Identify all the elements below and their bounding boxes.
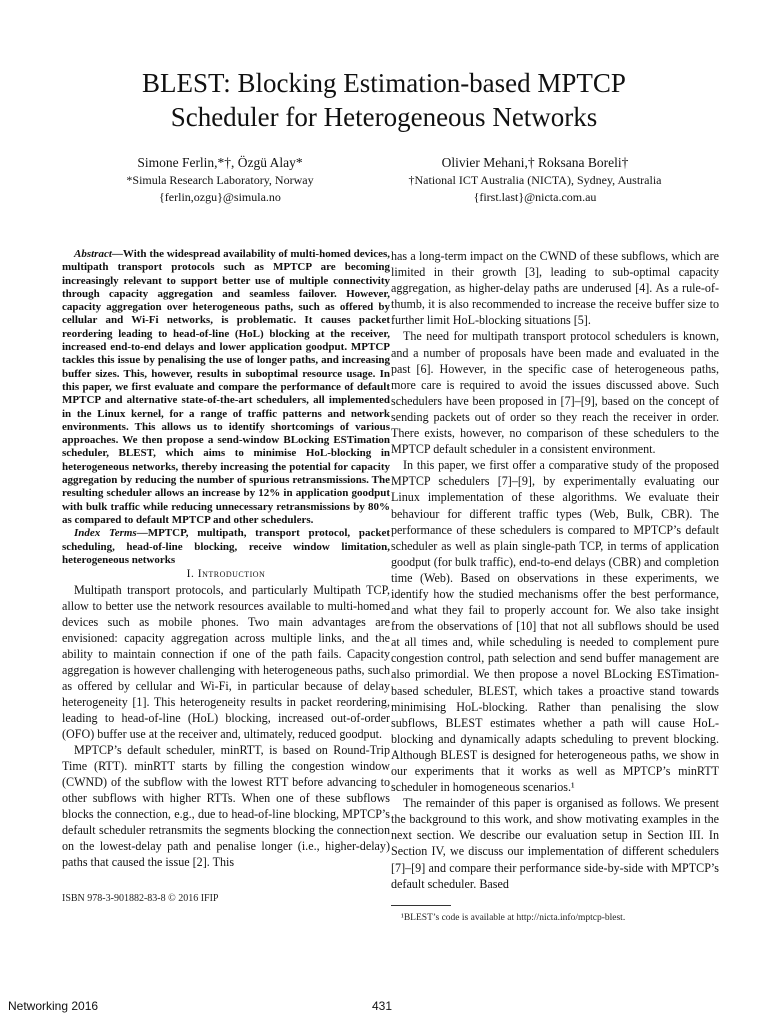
- paragraph: In this paper, we first offer a comparative study of the proposed MPTCP schedulers [7]–[9], by experimentally evaluating our Linux implementation of these algorithms. We evaluate their behaviour for different traffic types (Web, Bulk, CBR). The performance of these schedulers is compared to MPTCP’s default scheduler as well as plain single-path TCP, in terms of application goodput (for bulk traffic), end-to-end delays (CBR) and completion time (Web). Based on observations in these experiments, we identify how the studied mechanisms offer the best performance, and what they fail to properly account for. We also take insight from the observations of [10] that not all subflows should be used at all times and, while scheduling is needed to complement pure congestion control, path selection and send buffer management are also primordial. We then propose a novel BLocking ESTimation-based scheduler, BLEST, which takes a proactive stand towards minimising HoL-blocking. Rather than penalising the slow subflows, BLEST estimates whether a path will cause HoL-blocking and dynamically adapts scheduling to prevent blocking. Although BLEST is designed for heterogeneous paths, we show in our experiments that it works as well as MPTCP’s minRTT scheduler in homogeneous scenarios.¹: [391, 458, 719, 795]
- page-number: 431: [372, 999, 393, 1013]
- email-left: {ferlin,ozgu}@simula.no: [159, 190, 281, 204]
- paragraph: has a long-term impact on the CWND of these subflows, which are limited in their growth [3], leading to sub-optimal capacity aggregation, as higher-delay paths are underused [4]. As a rule-of-thumb, it is also recommended to increase the receive buffer size to further limit HoL-blocking situations [5].: [391, 249, 719, 328]
- isbn-line: ISBN 978-3-901882-83-8 © 2016 IFIP: [62, 893, 219, 904]
- author-block: [0, 153, 768, 213]
- right-column: [391, 248, 719, 892]
- author-group-right: [370, 153, 700, 206]
- author-names-left: Simone Ferlin,*†, Özgü Alay*: [137, 155, 303, 170]
- index-terms-text: —MPTCP, multipath, transport protocol, packet scheduling, head-of-line blocking, receive window limitation, heterogeneous networks: [62, 527, 390, 566]
- email-right: {first.last}@nicta.com.au: [473, 190, 597, 204]
- paragraph: MPTCP’s default scheduler, minRTT, is based on Round-Trip Time (RTT). minRTT starts by filling the congestion window (CWND) of the subflow with the lowest RTT before advancing to other subflows with higher RTTs. When one of these subflows blocks the connection, e.g., due to head-of-line blocking, MPTCP’s default scheduler retransmits the segments blocking the connection on the lowest-delay path and penalise longer (i.e., higher-delay) paths that caused the issue [2]. This: [62, 743, 390, 870]
- paragraph: Multipath transport protocols, and particularly Multipath TCP, allow to better use the network resources available to multi-homed devices such as mobile phones. Two main advantages are envisioned: capacity aggregation across multiple links, and the ability to maintain connection if one of the path fails. Capacity aggregation is however challenging with heterogeneous paths, such as offered by cellular and Wi-Fi, in particular because of delay heterogeneity [1]. This heterogeneity results in packet reordering, leading to head-of-line (HoL) blocking, increased out-of-order (OFO) buffer use at the receiver and, ultimately, reduced goodput.: [62, 583, 390, 742]
- paragraph: The need for multipath transport protocol schedulers is known, and a number of proposals have been made and evaluated in the past [6]. However, in the specific case of heterogeneous paths, more care is required to avoid the issues discussed above. Such schedulers have been proposed in [7]–[9], based on the concept of sending packets out of order so they reach the receiver in order. There exists, however, no comparison of these schedulers to the MPTCP default scheduler in a consistent environment.: [391, 329, 719, 457]
- index-terms-lead: Index Terms: [74, 527, 137, 540]
- author-names-right: Olivier Mehani,† Roksana Boreli†: [441, 155, 629, 170]
- index-terms: [62, 527, 390, 567]
- paper-title: [60, 66, 708, 134]
- venue-label: Networking 2016: [8, 999, 99, 1013]
- affiliation-left: *Simula Research Laboratory, Norway: [126, 173, 314, 187]
- abstract: [62, 248, 390, 527]
- left-column: [62, 248, 390, 870]
- section-heading-introduction: I. Introduction: [186, 568, 266, 581]
- abstract-lead: Abstract: [74, 248, 112, 260]
- footnote: ¹BLEST’s code is available at http://nicta.info/mptcp-blest.: [401, 913, 626, 923]
- footnote-divider: [391, 905, 451, 906]
- abstract-text: —With the widespread availability of multi-homed devices, multipath transport protocols such as MPTCP are becoming increasingly relevant to support better use of multiple connectivity through capacity aggregation and seamless failover. However, capacity aggregation over heterogeneous paths, such as offered by cellular and Wi-Fi networks, is problematic. It causes packet reordering leading to head-of-line (HoL) blocking at the receiver, increased end-to-end delays and lower application goodput. MPTCP tackles this issue by penalising the use of longer paths, and increasing buffer sizes. This, however, results in suboptimal resource usage. In this paper, we first evaluate and compare the performance of default MPTCP and alternative state-of-the-art schedulers, all implemented in the Linux kernel, for a range of traffic patterns and network environments. This allows us to identify shortcomings of various approaches. We then propose a send-window BLocking ESTimation scheduler, BLEST, which aims to minimise HoL-blocking in heterogeneous networks, thereby increasing the potential for capacity aggregation by reducing the number of spurious retransmissions. The resulting scheduler allows an increase by 12% in application goodput with bulk traffic while reducing unnecessary retransmissions by 80% as compared to default MPTCP and other schedulers.: [62, 248, 390, 526]
- title-line-1: BLEST: Blocking Estimation-based MPTCP: [142, 68, 626, 98]
- intro-left-text: [62, 582, 390, 870]
- title-line-2: Scheduler for Heterogeneous Networks: [170, 102, 598, 132]
- affiliation-right: †National ICT Australia (NICTA), Sydney, Australia: [408, 173, 662, 187]
- author-group-left: [100, 153, 340, 206]
- paragraph: The remainder of this paper is organised as follows. We present the background to this work, and show motivating examples in the next section. We describe our evaluation setup in Section III. In Section IV, we discuss our implementation of different schedulers [7]–[9] and compare their performance side-by-side with MPTCP’s default scheduler. Based: [391, 796, 719, 891]
